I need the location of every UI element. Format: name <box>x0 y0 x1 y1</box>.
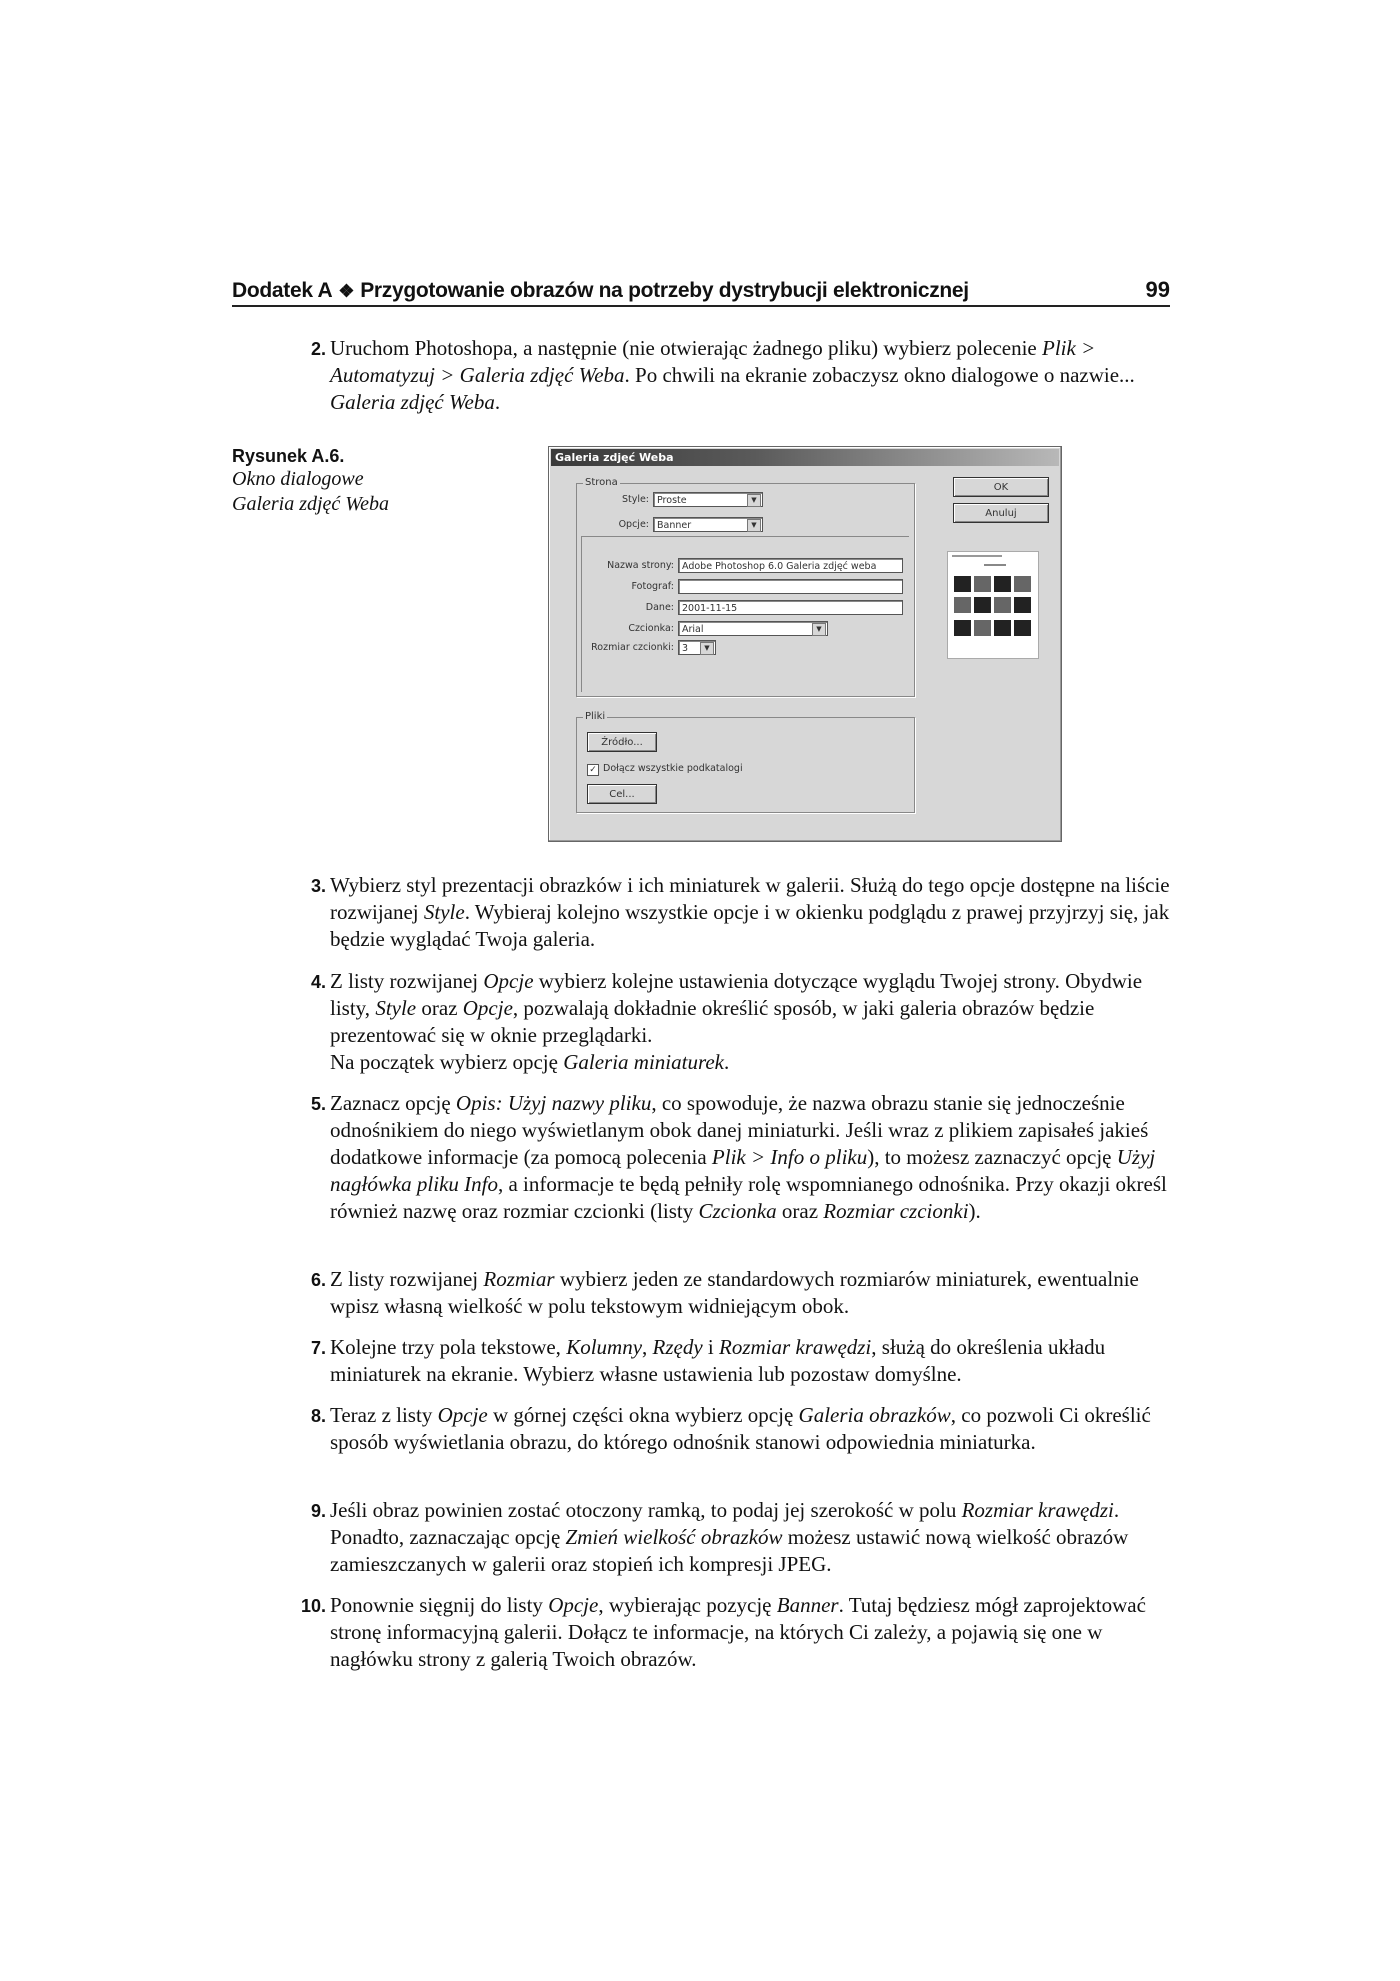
gallery-dialog <box>548 446 1062 842</box>
dane-input[interactable]: 2001-11-15 <box>678 600 903 615</box>
term: Opcje <box>483 969 534 993</box>
term: Style <box>423 900 465 924</box>
style-value: Proste <box>657 495 687 506</box>
header-title <box>232 279 969 303</box>
thumbnail <box>974 597 991 613</box>
czcionka-label: Czcionka: <box>628 623 674 634</box>
thumbnail <box>994 576 1011 592</box>
group-strona <box>576 477 915 697</box>
step-number: 9. <box>310 1501 326 1521</box>
step-text: Uruchom Photoshopa, a następnie (nie otwierając żadnego pliku) wybierz polecenie <box>330 336 1043 360</box>
step-number: 2. <box>310 339 326 359</box>
step-text: , co pozwoli Ci określić sposób wyświetlania obrazu, do którego odnośnik stanowi odpowiednia miniaturka. <box>330 1403 1151 1454</box>
dane-label: Dane: <box>645 602 674 613</box>
step-5 <box>310 1090 1170 1225</box>
rozmiar-select[interactable] <box>678 640 716 655</box>
step-text: Z listy rozwijanej <box>330 1267 484 1291</box>
term: Zmień wielkość obrazków <box>565 1525 783 1549</box>
term: Galeria miniaturek <box>563 1050 724 1074</box>
preview-thumbs-row-2 <box>954 597 1031 613</box>
step-text: Na początek wybierz opcję <box>330 1050 564 1074</box>
style-select[interactable] <box>653 492 763 507</box>
step-text: . Po chwili na ekranie zobaczysz okno dialogowe o nazwie... <box>624 363 1135 387</box>
chevron-down-icon: ▼ <box>812 623 826 636</box>
thumbnail <box>994 597 1011 613</box>
thumbnail <box>954 576 971 592</box>
fotograf-label: Fotograf: <box>631 581 674 592</box>
fotograf-input[interactable] <box>678 579 903 594</box>
thumbnail <box>974 620 991 636</box>
group-pliki-title: Pliki <box>585 711 606 722</box>
step-2 <box>310 335 1170 416</box>
step-text: Wybierz styl prezentacji obrazków i ich miniaturek w galerii. Służą do tego opcje dostępne na liście rozwijanej <box>330 873 1170 924</box>
term: Style <box>375 996 417 1020</box>
term: Opcje <box>462 996 513 1020</box>
nazwa-input[interactable]: Adobe Photoshop 6.0 Galeria zdjęć weba <box>678 558 903 573</box>
step-text: Ponownie sięgnij do listy <box>330 1593 549 1617</box>
thumbnail <box>954 620 971 636</box>
preview-thumbs-row-3 <box>954 620 1031 636</box>
term: Kolumny <box>566 1335 643 1359</box>
step-text: , <box>642 1335 653 1359</box>
step-text: . <box>494 390 501 414</box>
step-number: 7. <box>310 1338 326 1358</box>
running-header <box>232 275 1170 307</box>
term: Rzędy <box>652 1335 703 1359</box>
step-6 <box>310 1266 1170 1320</box>
step-text: , a informacje te będą pełniły rolę wspomnianego odnośnika. Przy okazji określ również nazwę oraz rozmiar czcionki (listy <box>330 1172 1167 1223</box>
step-4 <box>310 968 1170 1076</box>
anuluj-button[interactable]: Anuluj <box>953 503 1049 523</box>
header-chapter: Dodatek A <box>232 279 333 302</box>
step-text: wybierz jeden ze standardowych rozmiarów miniaturek, ewentualnie wpisz własną wielkość w polu tekstowym widniejącym obok. <box>330 1267 1139 1318</box>
term: Rozmiar <box>483 1267 555 1291</box>
dolacz-label: Dołącz wszystkie podkatalogi <box>603 763 743 774</box>
chevron-down-icon: ▼ <box>700 642 714 655</box>
term: Opis: Użyj nazwy pliku <box>455 1091 652 1115</box>
step-text: , co spowoduje, że nazwa obrazu stanie się jednocześnie odnośnikiem do niego wyświetlanym obok danej miniaturki. Jeśli wraz z plikiem zapisałeś jakieś dodatkowe informacje (za pomocą polecenia <box>330 1091 1149 1169</box>
group-pliki <box>576 711 915 813</box>
step-text: i <box>702 1335 720 1359</box>
step-10 <box>300 1592 1170 1673</box>
czcionka-select[interactable] <box>678 621 828 636</box>
menu-path: Plik > Automatyzuj > Galeria zdjęć Weba <box>330 336 1096 387</box>
term: Czcionka <box>698 1199 777 1223</box>
step-text: ). <box>968 1199 981 1223</box>
step-7 <box>310 1334 1170 1388</box>
nazwa-label: Nazwa strony: <box>607 560 674 571</box>
term: Rozmiar krawędzi <box>719 1335 872 1359</box>
step-text: . Wybieraj kolejno wszystkie opcje i w okienku podglądu z prawej przyjrzyj się, jak będzie wyglądać Twoja galeria. <box>330 900 1170 951</box>
step-text: możesz ustawić nową wielkość obrazów zamieszczanych w galerii oraz stopień ich kompresji JPEG. <box>330 1525 1129 1576</box>
thumbnail <box>974 576 991 592</box>
gallery-preview <box>947 551 1039 659</box>
step-number: 6. <box>310 1270 326 1290</box>
dialog-name: Galeria zdjęć Weba <box>330 390 495 414</box>
step-text: Jeśli obraz powinien zostać otoczony ramką, to podaj jej szerokość w polu <box>330 1498 962 1522</box>
chevron-down-icon: ▼ <box>747 494 761 507</box>
step-text: . <box>724 1050 730 1074</box>
term: Galeria obrazków <box>798 1403 951 1427</box>
step-text: Teraz z listy <box>330 1403 438 1427</box>
step-text: w górnej części okna wybierz opcję <box>487 1403 799 1427</box>
term: Opcje <box>548 1593 599 1617</box>
chevron-down-icon: ▼ <box>747 519 761 532</box>
step-number: 5. <box>310 1094 326 1114</box>
step-number: 8. <box>310 1406 326 1426</box>
step-9 <box>310 1497 1170 1578</box>
term: Rozmiar krawędzi <box>961 1498 1114 1522</box>
step-text: Zaznacz opcję <box>330 1091 456 1115</box>
step-text: Z listy rozwijanej <box>330 969 484 993</box>
term: Banner <box>776 1593 839 1617</box>
header-separator-icon: ❖ <box>338 281 355 301</box>
step-number: 3. <box>310 876 326 896</box>
zrodlo-button[interactable]: Źródło... <box>587 732 657 752</box>
dialog-titlebar: Galeria zdjęć Weba <box>551 449 1059 466</box>
thumbnail <box>994 620 1011 636</box>
thumbnail <box>1014 620 1031 636</box>
dolacz-checkbox[interactable]: ✓ <box>587 764 599 776</box>
step-3 <box>310 872 1170 953</box>
step-text: , służą do określenia układu miniaturek na ekranie. Wybierz własne ustawienia lub pozostaw domyślne. <box>330 1335 1106 1386</box>
figure-caption <box>232 446 422 517</box>
ok-button[interactable]: OK <box>953 477 1049 497</box>
opcje-value: Banner <box>657 520 692 531</box>
opcje-panel <box>581 536 909 692</box>
thumbnail <box>1014 576 1031 592</box>
style-label: Style: <box>621 494 649 505</box>
preview-thumbs-row-1 <box>954 576 1031 592</box>
term: Użyj nagłówka pliku Info <box>330 1145 1156 1196</box>
step-text: ), to możesz zaznaczyć opcję <box>867 1145 1117 1169</box>
step-text: , wybierając pozycję <box>598 1593 777 1617</box>
header-chapter-title: Przygotowanie obrazów na potrzeby dystrybucji elektronicznej <box>360 279 969 302</box>
opcje-label: Opcje: <box>618 519 649 530</box>
step-text: . Ponadto, zaznaczając opcję <box>330 1498 1120 1549</box>
rozmiar-label: Rozmiar czcionki: <box>591 642 674 653</box>
step-text: oraz <box>776 1199 824 1223</box>
opcje-select[interactable] <box>653 517 763 532</box>
group-strona-title: Strona <box>585 477 618 488</box>
cel-button[interactable]: Cel... <box>587 784 657 804</box>
thumbnail <box>1014 597 1031 613</box>
step-number: 4. <box>310 972 326 992</box>
step-text: , pozwalają dokładnie określić sposób, w jaki galeria obrazów będzie prezentować się w oknie przeglądarki. <box>330 996 1095 1047</box>
step-8 <box>310 1402 1170 1456</box>
term: Rozmiar czcionki <box>823 1199 969 1223</box>
rozmiar-value: 3 <box>682 643 689 654</box>
term: Opcje <box>437 1403 488 1427</box>
step-text: Kolejne trzy pola tekstowe, <box>330 1335 567 1359</box>
figure-label: Rysunek A.6. <box>232 446 345 466</box>
step-text: oraz <box>416 996 463 1020</box>
step-text: . Tutaj będziesz mógł zaprojektować stronę informacyjną galerii. Dołącz te informacje, na których Ci zależy, a pojawią się one w nagłówku strony z galerią Twoich obrazów. <box>330 1593 1146 1671</box>
step-number: 10. <box>300 1596 326 1616</box>
thumbnail <box>954 597 971 613</box>
page-number: 99 <box>1145 277 1170 302</box>
czcionka-value: Arial <box>682 624 704 635</box>
step-text: wybierz kolejne ustawienia dotyczące wyglądu Twojej strony. Obydwie listy, <box>330 969 1143 1020</box>
term: Plik > Info o pliku <box>711 1145 868 1169</box>
figure-caption-text: Okno dialogowe Galeria zdjęć Weba <box>232 468 390 515</box>
